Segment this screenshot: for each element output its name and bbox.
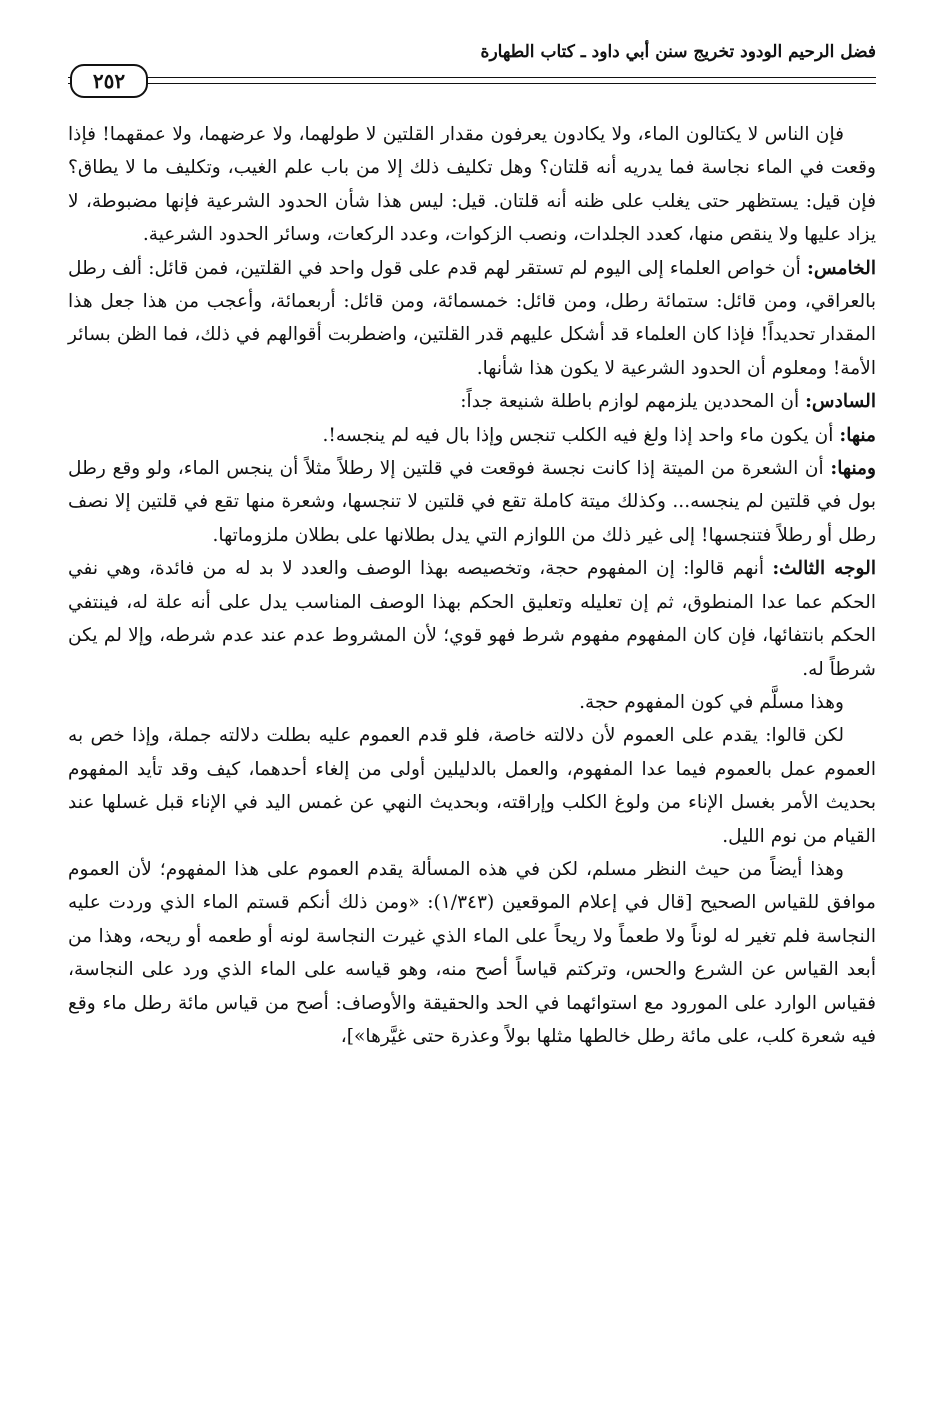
paragraph-text: أن المحددين يلزمهم لوازم باطلة شنيعة جداً: [460, 391, 806, 413]
paragraph [68, 552, 876, 686]
header-rule [68, 77, 876, 84]
paragraph-text: لكن قالوا: يقدم على العموم لأن دلالته خاصة، فلو قدم العموم عليه بطلت دلالته جملة، وإذا خص به العموم عمل بالعموم فيما عدا المفهوم، والعمل بالدليلين أولى من إلغاء أحدهما، كيف وقد تأيد المفهوم بحديث الأمر بغسل الإناء من ولوغ الكلب وإراقته، وبحديث النهي عن غمس اليد في الإناء قبل غسلها عند القيام من نوم الليل. [68, 725, 876, 847]
paragraph [68, 719, 876, 853]
body-text [68, 118, 876, 1053]
paragraph-lead: منها: [839, 424, 876, 446]
paragraph-lead: الوجه الثالث: [772, 558, 876, 580]
paragraph-text: أنهم قالوا: إن المفهوم حجة، وتخصيصه بهذا الوصف والعدد لا بد له من فائدة، وهي نفي الحكم عما عدا المنطوق، ثم إن تعليله وتعليق الحكم بهذا الوصف المناسب يدل على أنه علة له، فينتفي الحكم بانتفائها، فإن كان المفهوم مفهوم شرط فهو قوي؛ لأن المشروط عدم عند عدم شرطه، وإلا لم يكن شرطاً له. [68, 558, 876, 680]
paragraph [68, 452, 876, 552]
paragraph [68, 419, 876, 452]
page-header [68, 40, 876, 100]
paragraph-lead: الخامس: [806, 257, 876, 279]
paragraph-text: وهذا مسلَّم في كون المفهوم حجة. [579, 691, 844, 713]
paragraph [68, 385, 876, 418]
paragraph-lead: ومنها: [830, 458, 876, 480]
paragraph [68, 853, 876, 1053]
paragraph-text: فإن الناس لا يكتالون الماء، ولا يكادون يعرفون مقدار القلتين لا طولهما، ولا عرضهما، ولا عمقهما! فإذا وقعت في الماء نجاسة فما يدريه أنه قلتان؟ وهل تكليف ذلك إلا من باب علم الغيب، وتكليف ما لا يطاق؟ فإن قيل: يستظهر حتى يغلب على ظنه أنه قلتان. قيل: ليس هذا شأن الحدود الشرعية فإنها مضبوطة، لا يزاد عليها ولا ينقص منها، كعدد الجلدات، ونصب الزكوات، وعدد الركعات، وسائر الحدود الشرعية. [68, 124, 876, 246]
paragraph-lead: السادس: [805, 391, 876, 413]
paragraph-text: أن يكون ماء واحد إذا ولغ فيه الكلب تنجس وإذا بال فيه لم ينجسه!. [322, 424, 840, 446]
paragraph [68, 686, 876, 719]
page-number: ٢٥٢ [70, 64, 148, 98]
paragraph-text: وهذا أيضاً من حيث النظر مسلم، لكن في هذه المسألة يقدم العموم على هذا المفهوم؛ لأن العموم موافق للقياس الصحيح [قال في إعلام الموقعين (١/٣٤٣): «ومن ذلك أنكم قستم الماء الذي وردت عليه النجاسة فلم تغير له لوناً ولا طعماً ولا ريحاً على الماء الذي غيرت النجاسة لونه أو طعمه أو ريحه، وهذا من أبعد القياس عن الشرع والحس، وتركتم قياساً أصح منه، وهو قياسه على الماء الذي ورد على النجاسة، فقياس الوارد على المورود مع استوائهما في الحد والحقيقة والأوصاف: أصح من قياس مائة رطل ماء وقع فيه شعرة كلب، على مائة رطل خالطها مثلها بولاً وعذرة حتى غيَّرها»]، [68, 858, 876, 1047]
running-title: فضل الرحيم الودود تخريج سنن أبي داود ـ كتاب الطهارة [480, 42, 876, 62]
paragraph-text: أن خواص العلماء إلى اليوم لم تستقر لهم قدم على قول واحد في القلتين، فمن قائل: ألف رطل بالعراقي، ومن قائل: ستمائة رطل، ومن قائل: خمسمائة، ومن قائل: أربعمائة، وأعجب من هذا جعل هذا المقدار تحديداً! فإذا كان العلماء قد أشكل عليهم قدر القلتين، واضطربت أقوالهم في ذلك، فما الظن بسائر الأمة! ومعلوم أن الحدود الشرعية لا يكون هذا شأنها. [68, 257, 876, 379]
book-page [68, 40, 876, 1361]
paragraph [68, 118, 876, 252]
paragraph-text: أن الشعرة من الميتة إذا كانت نجسة فوقعت في قلتين إلا رطلاً مثلاً أن ينجس الماء، ولو وقع رطل بول في قلتين لم ينجسه... وكذلك ميتة كاملة تقع في قلتين لا تنجسها، وشعرة منها تقع في قلتين إلا نصف رطل أو رطلاً فتنجسها! إلى غير ذلك من اللوازم التي يدل بطلانها على بطلان ملزوماتها. [68, 458, 876, 546]
paragraph [68, 252, 876, 386]
